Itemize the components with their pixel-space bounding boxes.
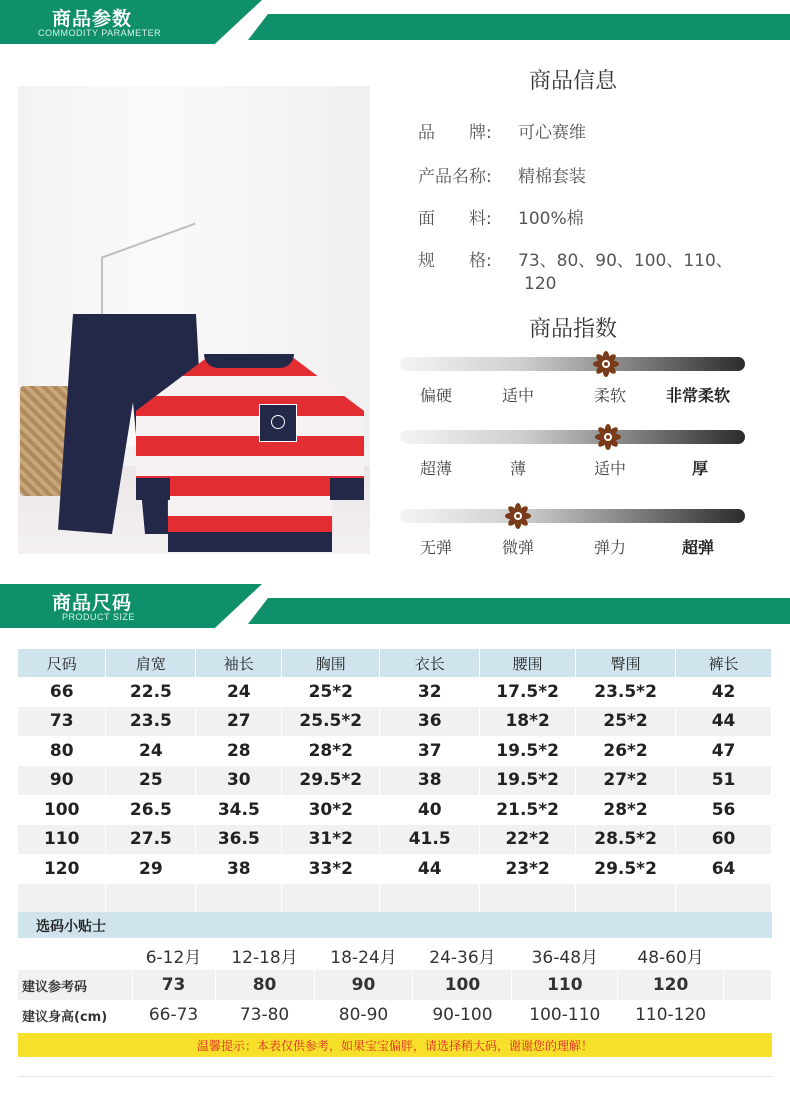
table-cell: 110	[18, 825, 106, 855]
index-title: 商品指数	[528, 317, 617, 342]
table-row	[18, 854, 772, 884]
table-cell: 90	[18, 766, 106, 796]
softness-label: 非常柔软	[665, 386, 730, 405]
col-header: 袖长	[196, 649, 282, 677]
tip-cell: 110-120	[618, 1000, 724, 1030]
tip-cell: 6-12月	[132, 940, 215, 970]
table-cell: 51	[676, 766, 772, 796]
info-row-spec-cont: 120	[524, 274, 557, 294]
elasticity-label: 超弹	[681, 538, 714, 557]
tip-cell: 36-48月	[512, 940, 618, 970]
softness-label: 适中	[501, 386, 534, 405]
table-cell: 100	[18, 795, 106, 825]
tips-age-row	[18, 940, 772, 970]
table-cell: 56	[676, 795, 772, 825]
table-cell: 31*2	[282, 825, 380, 855]
tips-size-label: 建议参考码	[18, 970, 132, 1000]
tip-cell: 120	[618, 970, 724, 1000]
table-cell: 27.5	[106, 825, 196, 855]
softness-label: 柔软	[593, 386, 626, 405]
tip-cell: 18-24月	[314, 940, 413, 970]
table-cell: 30*2	[282, 795, 380, 825]
table-cell: 80	[18, 736, 106, 766]
col-header: 腰围	[480, 649, 576, 677]
thickness-slider	[400, 430, 745, 444]
tip-cell: 80	[215, 970, 314, 1000]
table-cell: 37	[380, 736, 480, 766]
elasticity-knob-icon	[504, 502, 532, 530]
tips-height-label: 建议身高(cm)	[18, 1000, 132, 1030]
table-cell: 40	[380, 795, 480, 825]
table-cell: 28.5*2	[576, 825, 676, 855]
tips-size-row	[18, 970, 772, 1000]
table-cell: 23.5*2	[576, 677, 676, 707]
table-cell: 23*2	[480, 854, 576, 884]
table-cell: 38	[196, 854, 282, 884]
tip-cell: 90	[314, 970, 413, 1000]
col-header: 衣长	[380, 649, 480, 677]
tip-cell: 24-36月	[413, 940, 512, 970]
table-cell: 30	[196, 766, 282, 796]
table-cell: 44	[380, 854, 480, 884]
table-row	[18, 766, 772, 796]
table-cell: 27	[196, 707, 282, 737]
tip-cell: 73-80	[215, 1000, 314, 1030]
size-table-header	[18, 649, 772, 677]
table-cell: 36.5	[196, 825, 282, 855]
table-cell: 24	[106, 736, 196, 766]
table-cell: 19.5*2	[480, 736, 576, 766]
table-row-spacer	[18, 884, 772, 914]
table-row	[18, 677, 772, 707]
params-title: 商品参数	[52, 8, 133, 30]
table-cell: 28*2	[576, 795, 676, 825]
elasticity-label: 弹力	[593, 538, 626, 557]
thickness-label: 适中	[593, 459, 626, 478]
tip-cell: 80-90	[314, 1000, 413, 1030]
elasticity-label: 微弹	[501, 538, 534, 557]
tip-cell: 48-60月	[618, 940, 724, 970]
table-cell: 27*2	[576, 766, 676, 796]
thickness-label: 超薄	[419, 459, 452, 478]
shirt-image	[136, 356, 364, 552]
table-cell: 34.5	[196, 795, 282, 825]
col-header: 裤长	[676, 649, 772, 677]
col-header: 胸围	[282, 649, 380, 677]
tips-table	[18, 940, 772, 1030]
tip-cell: 110	[512, 970, 618, 1000]
table-cell: 29.5*2	[576, 854, 676, 884]
table-cell: 18*2	[480, 707, 576, 737]
table-cell: 28*2	[282, 736, 380, 766]
table-cell: 17.5*2	[480, 677, 576, 707]
table-cell: 66	[18, 677, 106, 707]
table-cell: 42	[676, 677, 772, 707]
col-header: 臀围	[576, 649, 676, 677]
table-cell: 60	[676, 825, 772, 855]
table-cell: 26.5	[106, 795, 196, 825]
params-banner	[0, 0, 790, 44]
thickness-label: 薄	[509, 459, 526, 478]
table-cell: 120	[18, 854, 106, 884]
table-cell: 47	[676, 736, 772, 766]
table-cell: 26*2	[576, 736, 676, 766]
table-cell: 44	[676, 707, 772, 737]
size-subtitle: PRODUCT SIZE	[62, 612, 135, 622]
table-cell: 36	[380, 707, 480, 737]
table-cell: 25*2	[576, 707, 676, 737]
info-row-name: 产品名称: 精棉套装	[418, 167, 586, 187]
info-row-spec: 规 格: 73、80、90、100、110、	[418, 251, 733, 271]
col-header: 尺码	[18, 649, 106, 677]
table-cell: 25.5*2	[282, 707, 380, 737]
info-title: 商品信息	[528, 69, 617, 94]
thickness-label: 厚	[691, 459, 708, 478]
tip-cell: 100-110	[512, 1000, 618, 1030]
softness-knob-icon	[592, 350, 620, 378]
softness-slider	[400, 357, 745, 371]
table-row	[18, 736, 772, 766]
table-cell: 19.5*2	[480, 766, 576, 796]
params-subtitle: COMMODITY PARAMETER	[38, 28, 162, 38]
warning-note: 温馨提示：本表仅供参考，如果宝宝偏胖，请选择稍大码，谢谢您的理解！	[18, 1033, 772, 1057]
col-header: 肩宽	[106, 649, 196, 677]
table-cell: 32	[380, 677, 480, 707]
table-cell: 28	[196, 736, 282, 766]
table-cell: 41.5	[380, 825, 480, 855]
size-title: 商品尺码	[52, 592, 133, 614]
table-row	[18, 825, 772, 855]
info-row-fabric: 面 料: 100%棉	[418, 209, 584, 229]
tip-cell: 66-73	[132, 1000, 215, 1030]
size-banner	[0, 584, 790, 628]
info-row-brand: 品 牌: 可心赛维	[418, 123, 586, 143]
table-cell: 23.5	[106, 707, 196, 737]
table-cell: 24	[196, 677, 282, 707]
table-cell: 38	[380, 766, 480, 796]
tips-height-row	[18, 1000, 772, 1030]
elasticity-slider	[400, 509, 745, 523]
table-row	[18, 795, 772, 825]
thickness-knob-icon	[594, 423, 622, 451]
tip-cell: 90-100	[413, 1000, 512, 1030]
size-table	[18, 649, 772, 913]
table-row	[18, 707, 772, 737]
table-cell: 25	[106, 766, 196, 796]
table-cell: 64	[676, 854, 772, 884]
table-cell: 73	[18, 707, 106, 737]
table-cell: 22.5	[106, 677, 196, 707]
tip-cell: 12-18月	[215, 940, 314, 970]
elasticity-label: 无弹	[419, 538, 452, 557]
tips-title: 选码小贴士	[18, 912, 772, 938]
table-cell: 22*2	[480, 825, 576, 855]
table-cell: 33*2	[282, 854, 380, 884]
table-cell: 25*2	[282, 677, 380, 707]
table-cell: 21.5*2	[480, 795, 576, 825]
tip-cell: 100	[413, 970, 512, 1000]
table-cell: 29	[106, 854, 196, 884]
tip-cell: 73	[132, 970, 215, 1000]
softness-label: 偏硬	[419, 386, 452, 405]
table-cell: 29.5*2	[282, 766, 380, 796]
